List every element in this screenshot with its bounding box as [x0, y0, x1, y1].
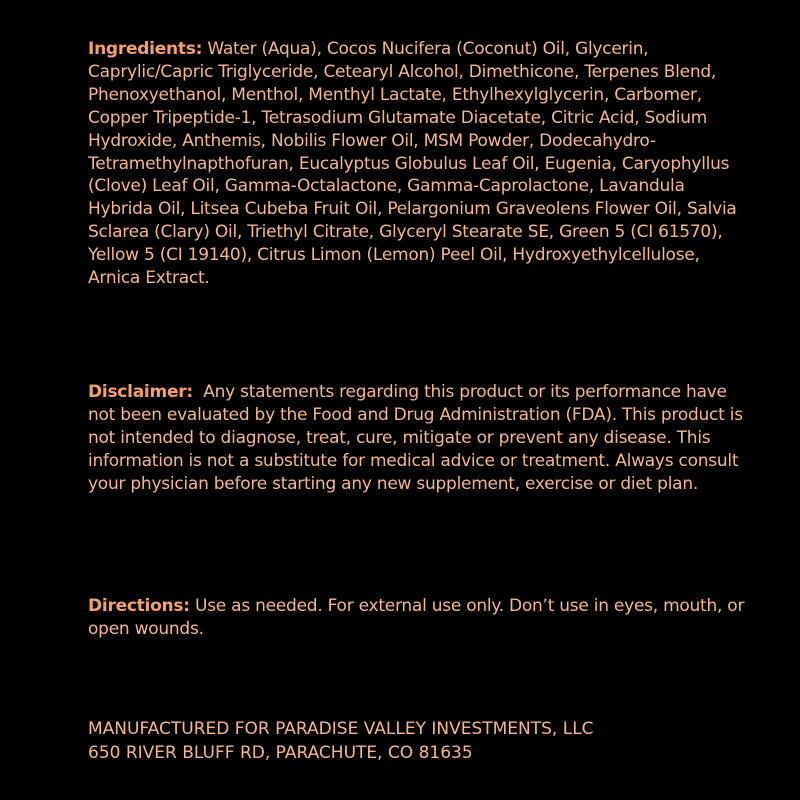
directions-label: Directions: [88, 596, 190, 616]
ingredients-section [88, 38, 753, 290]
disclaimer-text: Any statements regarding this product or its performance have not been evaluated by the Food and Drug Administration (FDA). This product is not intended to diagnose, treat, cure, mitigate or prevent any disease. This information is not a substitute for medical advice or treatment. Always consult your physician before starting any new supplement, exercise or diet plan. [88, 382, 743, 494]
directions-section [88, 595, 753, 641]
manufacturer-name: MANUFACTURED FOR PARADISE VALLEY INVESTMENTS, LLC [88, 719, 594, 739]
disclaimer-section [88, 381, 753, 496]
ingredients-label: Ingredients: [88, 39, 203, 59]
ingredients-text: Water (Aqua), Cocos Nucifera (Coconut) Oil, Glycerin, Caprylic/Capric Triglyceride, Cetearyl Alcohol, Dimethicone, Terpenes Blend, Phenoxyethanol, Menthol, Menthyl Lactate, Ethylhexylglycerin, Carbomer, Copper Tripeptide-1, Tetrasodium Glutamate Diacetate, Citric Acid, Sodium Hydroxide, Anthemis, Nobilis Flower Oil, MSM Powder, Dodecahydro-Tetramethylnapthofuran, Eucalyptus Globulus Leaf Oil, Eugenia, Caryophyllus (Clove) Leaf Oil, Gamma-Octalactone, Gamma-Caprolactone, Lavandula Hybrida Oil, Litsea Cubeba Fruit Oil, Pelargonium Graveolens Flower Oil, Salvia Sclarea (Clary) Oil, Triethyl Citrate, Glyceryl Stearate SE, Green 5 (CI 61570), Yellow 5 (CI 19140), Citrus Limon (Lemon) Peel Oil, Hydroxyethylcellulose, Arnica Extract. [88, 39, 737, 289]
manufacturer-section [88, 718, 753, 765]
directions-text: Use as needed. For external use only. Don’t use in eyes, mouth, or open wounds. [88, 596, 745, 639]
disclaimer-label: Disclaimer: [88, 382, 193, 402]
manufacturer-address: 650 RIVER BLUFF RD, PARACHUTE, CO 81635 [88, 742, 473, 763]
